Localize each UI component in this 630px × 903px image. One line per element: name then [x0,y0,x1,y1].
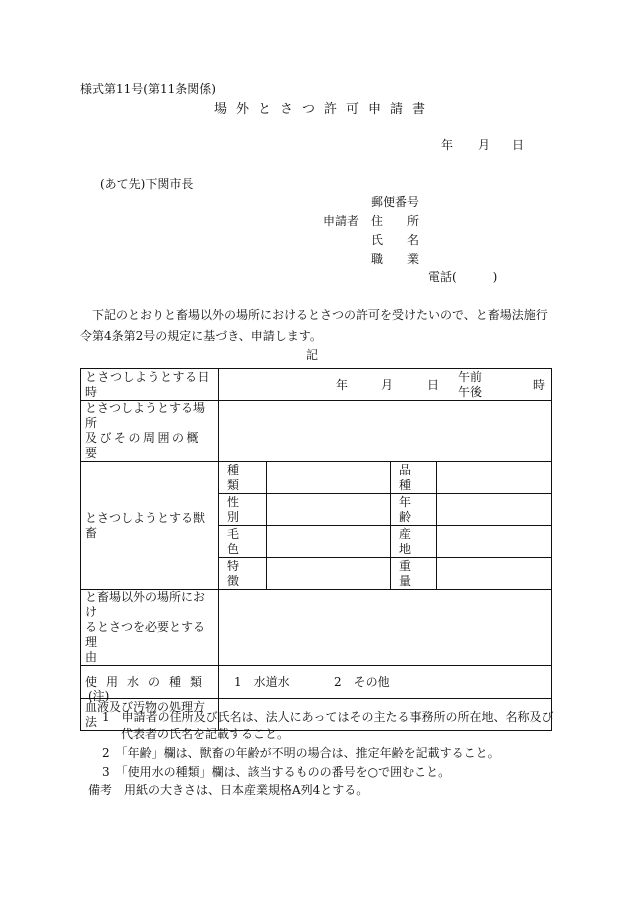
dt-hour: 時 [533,378,546,392]
note-1-line1: 1 申請者の住所及び氏名は、法人にあってはその主たる事務所の所在地、名称及び [102,710,554,724]
note-2: 2 「年齢」欄は、獣畜の年齢が不明の場合は、推定年齢を記載すること。 [102,746,500,760]
date-year: 年 [441,138,454,152]
row-place [81,401,552,462]
color-label: 毛 色 [219,526,267,558]
address-label: 住 所 [371,214,426,228]
reason-line3: 由 [85,650,98,664]
breed-label: 品 種 [391,462,437,494]
weight-label: 重 量 [391,558,437,590]
dt-am: 午前 [458,370,483,384]
animal-label: とさつしようとする獣畜 [81,462,219,590]
notes-header: (注) [88,689,110,703]
origin-label: 産 地 [391,526,437,558]
place-label [81,401,219,462]
applicant-label: 申請者 [323,214,360,228]
place-label-line1: とさつしようとする場所 [85,401,206,430]
place-label-line2: 及びその周囲の概要 [85,431,202,460]
date-month: 月 [478,138,491,152]
weight-field[interactable] [437,558,552,590]
form-id: 様式第11号(第11条関係) [80,82,216,96]
row-animal-1 [81,462,552,494]
applicant-block [0,0,630,300]
waste-label: 血液及び汚物の処理方法 [81,699,219,731]
waste-field[interactable] [219,699,552,731]
type-field[interactable] [267,462,391,494]
addressee: (あて先)下関市長 [100,177,194,191]
row-waste [81,699,552,731]
postal-label: 郵便番号 [371,195,420,209]
application-table [80,368,552,731]
date-day: 日 [512,138,525,152]
reason-line1: と畜場以外の場所におけ [85,590,206,619]
row-water [81,666,552,699]
row-reason [81,590,552,666]
ki-label: 記 [306,348,319,362]
water-opt2[interactable]: 2 その他 [334,675,390,689]
dt-day: 日 [427,378,440,392]
features-label: 特 徴 [219,558,267,590]
row-datetime [81,369,552,401]
dt-pm: 午後 [458,385,483,399]
name-label: 氏 名 [371,233,426,247]
color-field[interactable] [267,526,391,558]
water-label: 使用水の種類 [81,666,219,699]
sex-label: 性 別 [219,494,267,526]
age-label: 年 齢 [391,494,437,526]
remarks: 備考 用紙の大きさは、日本産業規格A列4とする。 [88,783,369,797]
place-field[interactable] [219,401,552,462]
occupation-label: 職 業 [371,252,426,266]
water-opt1[interactable]: 1 水道水 [234,675,290,689]
phone-label: 電話( ) [428,270,498,284]
reason-field[interactable] [219,590,552,666]
water-field[interactable] [219,666,552,699]
sex-field[interactable] [267,494,391,526]
note-1-line2: 代表者の氏名を記載すること。 [121,727,290,741]
body-text: 下記のとおりと畜場以外の場所におけるとさつの許可を受けたいので、と畜場法施行令第4条第2号の規定に基づき、申請します。 [80,308,548,343]
type-label: 種 類 [219,462,267,494]
dt-year: 年 [336,378,349,392]
breed-field[interactable] [437,462,552,494]
reason-label [81,590,219,666]
age-field[interactable] [437,494,552,526]
datetime-label: とさつしようとする日時 [81,369,219,401]
datetime-field[interactable] [219,369,552,401]
origin-field[interactable] [437,526,552,558]
dt-month: 月 [381,378,394,392]
reason-line2: るとさつを必要とする理 [85,620,206,649]
page-title: 場外とさつ許可申請書 [214,102,435,117]
features-field[interactable] [267,558,391,590]
note-3: 3 「使用水の種類」欄は、該当するものの番号を○で囲むこと。 [102,765,451,779]
